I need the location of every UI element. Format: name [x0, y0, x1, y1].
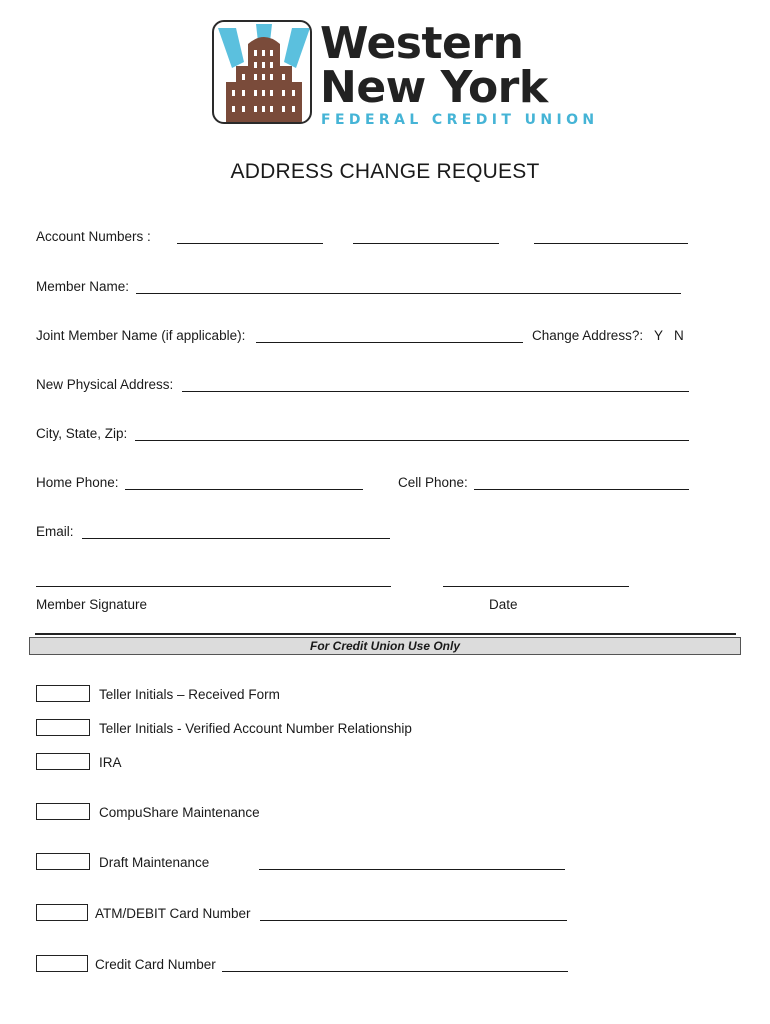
building-icon	[214, 22, 312, 124]
draft-maintenance-box[interactable]	[36, 853, 90, 870]
teller-verified-label: Teller Initials - Verified Account Number Relationship	[99, 721, 412, 736]
member-name-label: Member Name:	[36, 279, 130, 294]
ira-label: IRA	[99, 755, 122, 770]
change-address-label: Change Address?:	[532, 328, 644, 343]
email-field[interactable]	[82, 538, 390, 539]
page-title: ADDRESS CHANGE REQUEST	[230, 160, 540, 183]
date-label: Date	[489, 597, 518, 612]
credit-union-use-header: For Credit Union Use Only	[29, 637, 741, 655]
credit-card-field[interactable]	[222, 971, 568, 972]
physical-address-field[interactable]	[182, 391, 689, 392]
logo-text-western: Western	[320, 18, 524, 69]
teller-received-label: Teller Initials – Received Form	[99, 687, 280, 702]
credit-card-box[interactable]	[36, 955, 88, 972]
draft-maintenance-field[interactable]	[259, 869, 565, 870]
teller-verified-box[interactable]	[36, 719, 90, 736]
account-number-3-field[interactable]	[534, 243, 688, 244]
email-label: Email:	[36, 524, 74, 539]
account-number-2-field[interactable]	[353, 243, 499, 244]
home-phone-field[interactable]	[125, 489, 363, 490]
account-numbers-label: Account Numbers :	[36, 229, 151, 244]
section-divider	[35, 633, 736, 635]
change-address-no[interactable]: N	[674, 328, 684, 343]
cell-phone-field[interactable]	[474, 489, 689, 490]
account-number-1-field[interactable]	[177, 243, 323, 244]
signature-field[interactable]	[36, 586, 391, 587]
compushare-box[interactable]	[36, 803, 90, 820]
atm-debit-label: ATM/DEBIT Card Number	[95, 906, 251, 921]
atm-debit-field[interactable]	[260, 920, 567, 921]
draft-maintenance-label: Draft Maintenance	[99, 855, 210, 870]
date-field[interactable]	[443, 586, 629, 587]
compushare-label: CompuShare Maintenance	[99, 805, 260, 820]
logo-text-new-york: New York	[320, 62, 548, 113]
physical-address-label: New Physical Address:	[36, 377, 174, 392]
atm-debit-box[interactable]	[36, 904, 88, 921]
ira-box[interactable]	[36, 753, 90, 770]
joint-member-field[interactable]	[256, 342, 523, 343]
home-phone-label: Home Phone:	[36, 475, 119, 490]
logo-text-fcu: FEDERAL CREDIT UNION	[321, 112, 599, 128]
city-state-zip-field[interactable]	[135, 440, 689, 441]
joint-member-label: Joint Member Name (if applicable):	[36, 328, 246, 343]
signature-label: Member Signature	[36, 597, 148, 612]
teller-received-box[interactable]	[36, 685, 90, 702]
member-name-field[interactable]	[136, 293, 681, 294]
city-state-zip-label: City, State, Zip:	[36, 426, 128, 441]
cell-phone-label: Cell Phone:	[398, 475, 468, 490]
change-address-yes[interactable]: Y	[654, 328, 664, 343]
credit-card-label: Credit Card Number	[95, 957, 216, 972]
logo-emblem	[212, 20, 312, 124]
